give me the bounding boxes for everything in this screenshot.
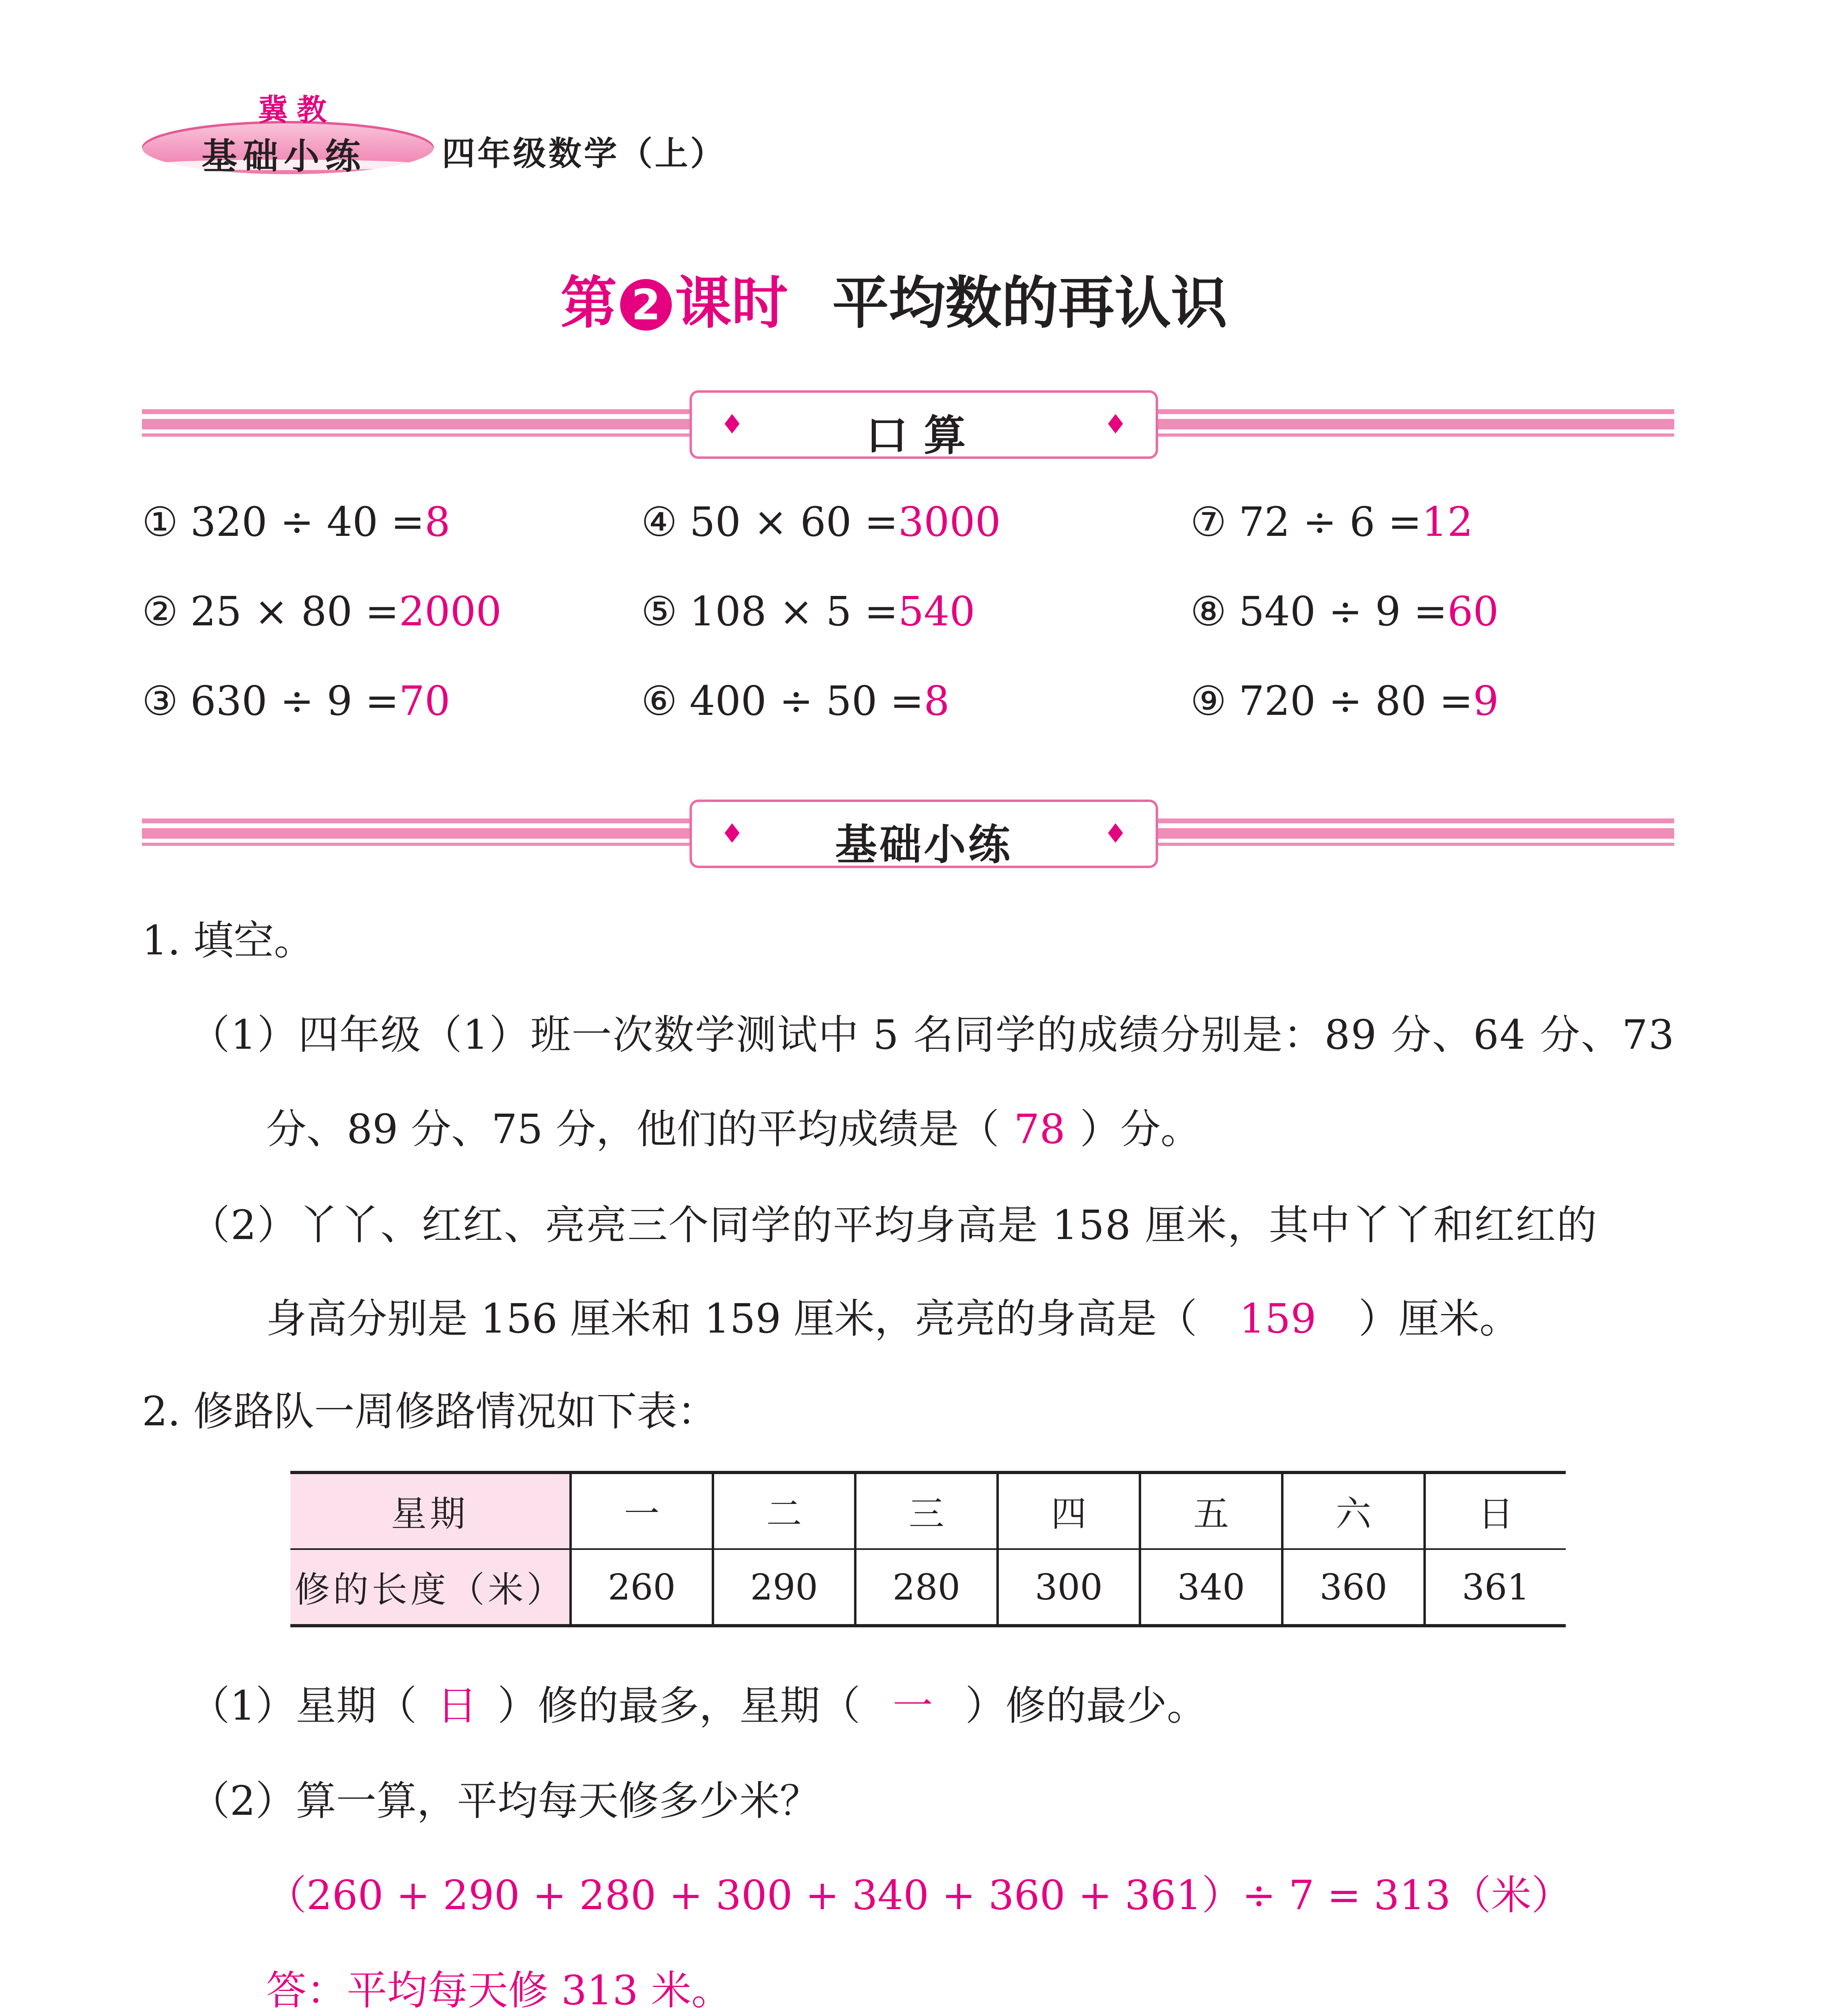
oral-item: ⑤ 108 × 5 =540: [641, 588, 975, 635]
row-header-length: 修的长度（米）: [290, 1549, 571, 1626]
q2-part1-answer-least: 一: [892, 1682, 933, 1729]
row-header-weekday: 星期: [290, 1472, 571, 1549]
table-cell: 360: [1282, 1549, 1425, 1626]
oral-item: ⑦ 72 ÷ 6 =12: [1190, 498, 1473, 546]
table-cell: 二: [713, 1472, 855, 1549]
table-cell: 290: [713, 1549, 855, 1626]
oral-item: ② 25 × 80 =2000: [142, 588, 502, 635]
q1-part2-line2: 身高分别是 156 厘米和 159 厘米，亮亮的身高是（ 159 ）厘米。: [266, 1295, 1520, 1342]
road-repair-table: [290, 1471, 1566, 1627]
diamond-icon: ♦: [720, 818, 744, 849]
oral-item: ① 320 ÷ 40 =8: [142, 498, 450, 546]
lesson-suffix: 课时: [675, 270, 788, 336]
diamond-icon: ♦: [720, 409, 744, 440]
table-cell: 五: [1140, 1472, 1282, 1549]
q1-part2-answer: 159: [1239, 1295, 1317, 1342]
section-title-oral: 口算: [865, 410, 982, 460]
lesson-number-badge: 2: [620, 279, 672, 331]
table-cell: 361: [1425, 1549, 1566, 1626]
table-cell: 340: [1140, 1549, 1282, 1626]
oral-item: ③ 630 ÷ 9 =70: [142, 677, 450, 725]
question-2-title: 2. 修路队一周修路情况如下表：: [142, 1388, 718, 1435]
table-cell: 三: [855, 1472, 998, 1549]
q2-part1-answer-most: 日: [437, 1682, 477, 1729]
lesson-topic: 平均数的再认识: [832, 270, 1228, 336]
q1-part2-line1: （2）丫丫、红红、亮亮三个同学的平均身高是 158 厘米，其中丫丫和红红的: [190, 1202, 1598, 1249]
oral-item: ⑥ 400 ÷ 50 =8: [641, 677, 950, 725]
table-cell: 四: [998, 1472, 1140, 1549]
table-cell: 260: [571, 1549, 713, 1626]
table-cell: 280: [855, 1549, 998, 1626]
diamond-icon: ♦: [1103, 818, 1127, 849]
book-title: 四年级数学（上）: [442, 134, 726, 173]
q1-part1-answer: 78: [1014, 1106, 1065, 1153]
table-cell: 一: [571, 1472, 713, 1549]
q1-part1-line1: （1）四年级（1）班一次数学测试中 5 名同学的成绩分别是：89 分、64 分、73: [190, 1011, 1675, 1058]
diamond-icon: ♦: [1103, 409, 1127, 440]
oral-item: ⑧ 540 ÷ 9 =60: [1190, 588, 1499, 635]
question-1-title: 1. 填空。: [142, 917, 315, 964]
table-cell: 六: [1282, 1472, 1425, 1549]
table-cell: 300: [998, 1549, 1140, 1626]
oral-item: ⑨ 720 ÷ 80 =9: [1190, 677, 1499, 725]
lesson-title: [560, 258, 1227, 339]
table-row: [290, 1472, 1566, 1549]
lesson-prefix: 第: [560, 270, 617, 336]
q2-part2-answer: 答：平均每天修 313 米。: [266, 1967, 732, 2014]
table-row: [290, 1549, 1566, 1626]
section-header-practice: [690, 800, 1158, 868]
section-header-oral: [690, 390, 1158, 459]
q2-part2-question: （2）算一算，平均每天修多少米？: [190, 1777, 820, 1824]
q1-part1-line2: 分、89 分、75 分，他们的平均成绩是（ 78 ）分。: [266, 1106, 1201, 1153]
oral-item: ④ 50 × 60 =3000: [641, 498, 1001, 546]
q2-part1: （1）星期（ 日 ）修的最多，星期（ 一 ）修的最少。: [190, 1673, 1207, 1731]
series-name: 基础小练: [202, 135, 367, 177]
table-cell: 日: [1425, 1472, 1566, 1549]
publisher-label: 冀教: [258, 93, 335, 127]
q2-part2-calculation: （260 + 290 + 280 + 300 + 340 + 360 + 361）÷ 7 = 313（米）: [266, 1872, 1572, 1919]
section-title-practice: 基础小练: [835, 820, 1013, 869]
